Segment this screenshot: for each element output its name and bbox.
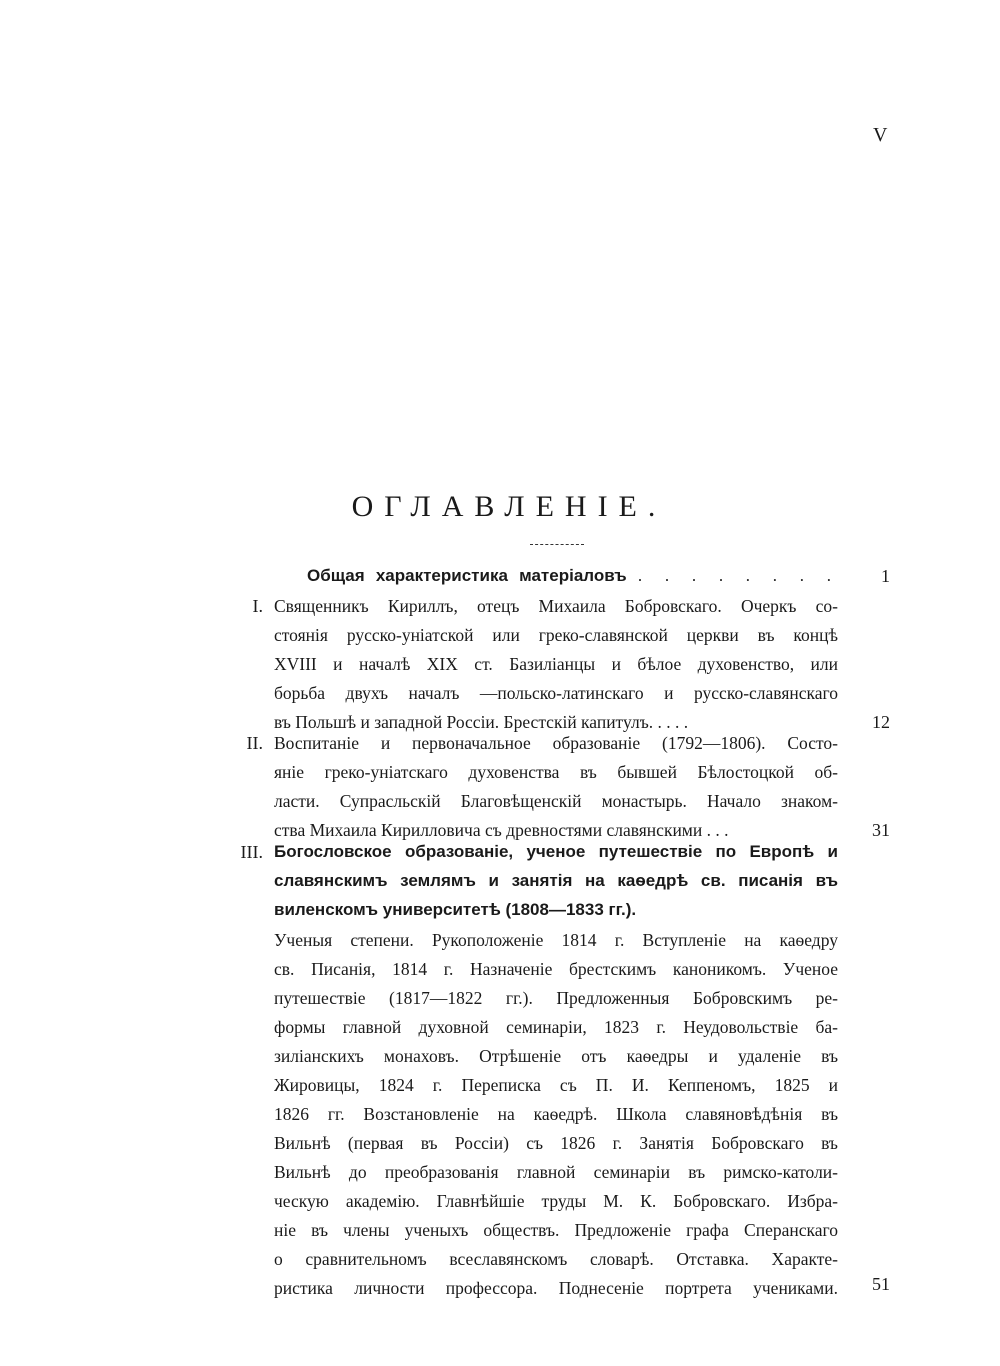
chapter-text-line: ласти. Супрасльскій Благовѣщенскій монастырь. Начало знаком- [274, 791, 838, 811]
chapter-text-line: Ученыя степени. Рукоположеніе 1814 г. Вступленіе на каѳедру [274, 930, 838, 950]
chapter-text-line: ристика личности профессора. Поднесеніе портрета учениками. [274, 1278, 838, 1298]
chapter-heading-line: Богословское образованіе, ученое путешествіе по Европѣ и [274, 842, 838, 861]
chapter-text-line: св. Писанія, 1814 г. Назначеніе брестскимъ каноникомъ. Ученое [274, 959, 838, 979]
chapter-heading-line: славянскимъ землямъ и занятія на каѳедрѣ св. писанія въ [274, 871, 838, 890]
title-divider [530, 544, 584, 545]
leader-dots: . . . . . . . . [637, 566, 837, 585]
chapter-text-line: Жировицы, 1824 г. Переписка съ П. И. Кеппеномъ, 1825 и [274, 1075, 838, 1095]
chapter-text-line: зиліанскихъ монаховъ. Отрѣшеніе отъ каѳедры и удаленіе въ [274, 1046, 838, 1066]
page-title: ОГЛАВЛЕНІЕ. [351, 490, 667, 523]
chapter-text-line: Вильнѣ (первая въ Россіи) съ 1826 г. Занятія Бобровскаго въ [274, 1133, 838, 1153]
chapter-text-line: ческую академію. Главнѣйшіе труды М. К. Бобровскаго. Избра- [274, 1191, 838, 1211]
chapter-text-line: въ Польшѣ и западной Россіи. Брестскій капитулъ. . . . . [274, 712, 689, 732]
chapter-numeral: II. [246, 733, 263, 753]
chapter-text-line: 1826 гг. Возстановленіе на каѳедрѣ. Школа славяновѣдѣнія въ [274, 1104, 838, 1124]
toc-entry-label: Общая характеристика матеріаловъ . . . . . . . . [307, 566, 837, 585]
toc-page-number: 31 [872, 820, 890, 840]
toc-page-number: 1 [881, 566, 890, 586]
page-number: V [873, 124, 888, 146]
chapter-text-line: ства Михаила Кирилловича съ древностями славянскими . . . [274, 820, 729, 840]
chapter-text-line: Вильнѣ до преобразованія главной семинаріи въ римско-католи- [274, 1162, 838, 1182]
chapter-heading-line: виленскомъ университетѣ (1808—1833 гг.). [274, 900, 637, 919]
chapter-text-line: Священникъ Кириллъ, отецъ Михаила Бобровскаго. Очеркъ со- [274, 596, 838, 616]
chapter-text-line: путешествіе (1817—1822 гг.). Предложенныя Бобровскимъ ре- [274, 988, 838, 1008]
chapter-text-line: XVIII и началѣ XIX ст. Базиліанцы и бѣлое духовенство, или [274, 654, 838, 674]
chapter-text-line: Воспитаніе и первоначальное образованіе (1792—1806). Состо- [274, 733, 838, 753]
chapter-numeral: III. [240, 842, 263, 862]
chapter-text-line: о сравнительномъ всеславянскомъ словарѣ. Отставка. Характе- [274, 1249, 838, 1269]
chapter-text-line: стоянія русско-уніатской или греко-славянской церкви въ концѣ [274, 625, 838, 645]
chapter-numeral: I. [252, 596, 263, 616]
chapter-text-line: яніе греко-уніатскаго духовенства въ бывшей Бѣлостоцкой об- [274, 762, 838, 782]
chapter-text-line: ніе въ члены ученыхъ обществъ. Предложеніе графа Сперанскаго [274, 1220, 838, 1240]
chapter-text-line: формы главной духовной семинаріи, 1823 г. Неудовольствіе ба- [274, 1017, 838, 1037]
toc-page-number: 51 [872, 1274, 890, 1294]
toc-page-number: 12 [872, 712, 890, 732]
chapter-text-line: борьба двухъ началъ —польско-латинскаго и русско-славянскаго [274, 683, 838, 703]
